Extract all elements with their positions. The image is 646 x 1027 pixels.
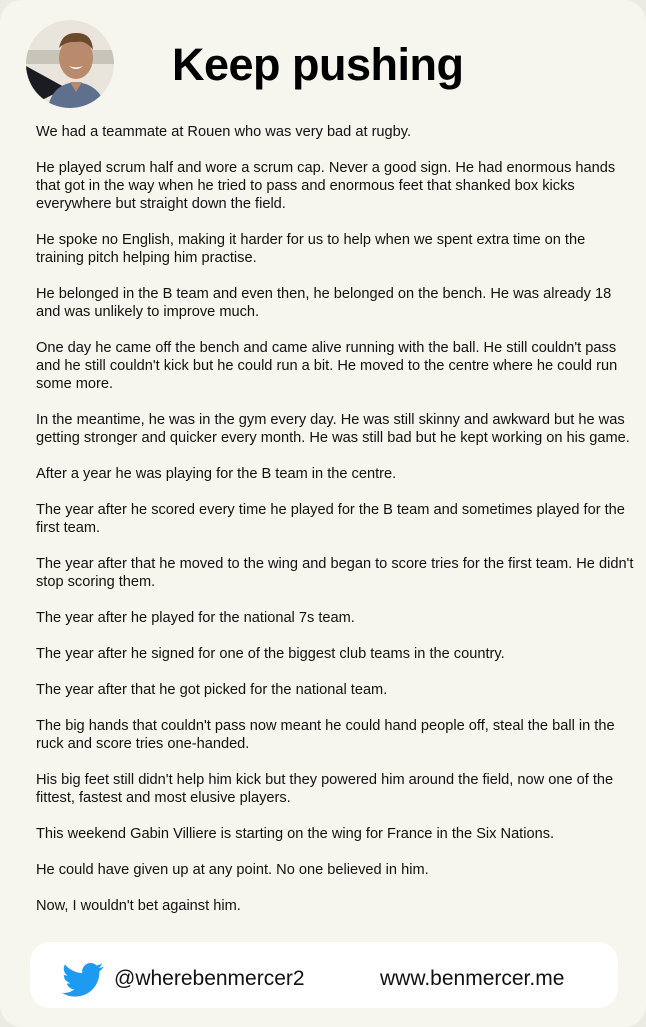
paragraph: Now, I wouldn't bet against him. bbox=[36, 898, 241, 914]
paragraph: We had a teammate at Rouen who was very bad at rugby. bbox=[36, 124, 412, 140]
paragraph: He played scrum half and wore a scrum cap. Never a good sign. He had enormous hands that got in the way when he tried to pass and enormous feet that shanked box kicks everywhere but straight down the field. bbox=[36, 160, 616, 212]
paragraph: He spoke no English, making it harder for us to help when we spent extra time on the training pitch helping him practise. bbox=[36, 232, 586, 266]
paragraph: His big feet still didn't help him kick but they powered him around the field, now one of the fittest, fastest and most elusive players. bbox=[36, 772, 614, 806]
paragraph: He could have given up at any point. No one believed in him. bbox=[36, 862, 429, 878]
avatar bbox=[26, 20, 114, 108]
page-title: Keep pushing bbox=[172, 39, 464, 90]
paragraph: This weekend Gabin Villiere is starting on the wing for France in the Six Nations. bbox=[36, 826, 555, 842]
paragraph: After a year he was playing for the B team in the centre. bbox=[36, 466, 397, 482]
paragraph: He belonged in the B team and even then, he belonged on the bench. He was already 18 and was unlikely to improve much. bbox=[36, 286, 612, 320]
twitter-handle[interactable]: @wherebenmercer2 bbox=[114, 967, 305, 990]
paragraph: The big hands that couldn't pass now meant he could hand people off, steal the ball in the ruck and score tries one-handed. bbox=[36, 718, 615, 752]
paragraph: The year after he scored every time he played for the B team and sometimes played for the first team. bbox=[36, 502, 625, 536]
website-link[interactable]: www.benmercer.me bbox=[380, 967, 565, 990]
post-body bbox=[36, 123, 634, 933]
avatar-photo bbox=[26, 20, 114, 108]
twitter-bird-icon[interactable] bbox=[62, 962, 104, 998]
paragraph: One day he came off the bench and came alive running with the ball. He still couldn't pass and he still couldn't kick but he could run a bit. He moved to the centre where he could run some more. bbox=[36, 340, 618, 392]
paragraph: The year after that he moved to the wing and began to score tries for the first team. He didn't stop scoring them. bbox=[36, 556, 634, 590]
paragraph: The year after he played for the national 7s team. bbox=[36, 610, 355, 626]
footer-bar bbox=[30, 942, 618, 1008]
paragraph: In the meantime, he was in the gym every day. He was still skinny and awkward but he was getting stronger and quicker every month. He was still bad but he kept working on his game. bbox=[36, 412, 630, 446]
paragraph: The year after that he got picked for the national team. bbox=[36, 682, 388, 698]
paragraph: The year after he signed for one of the biggest club teams in the country. bbox=[36, 646, 505, 662]
